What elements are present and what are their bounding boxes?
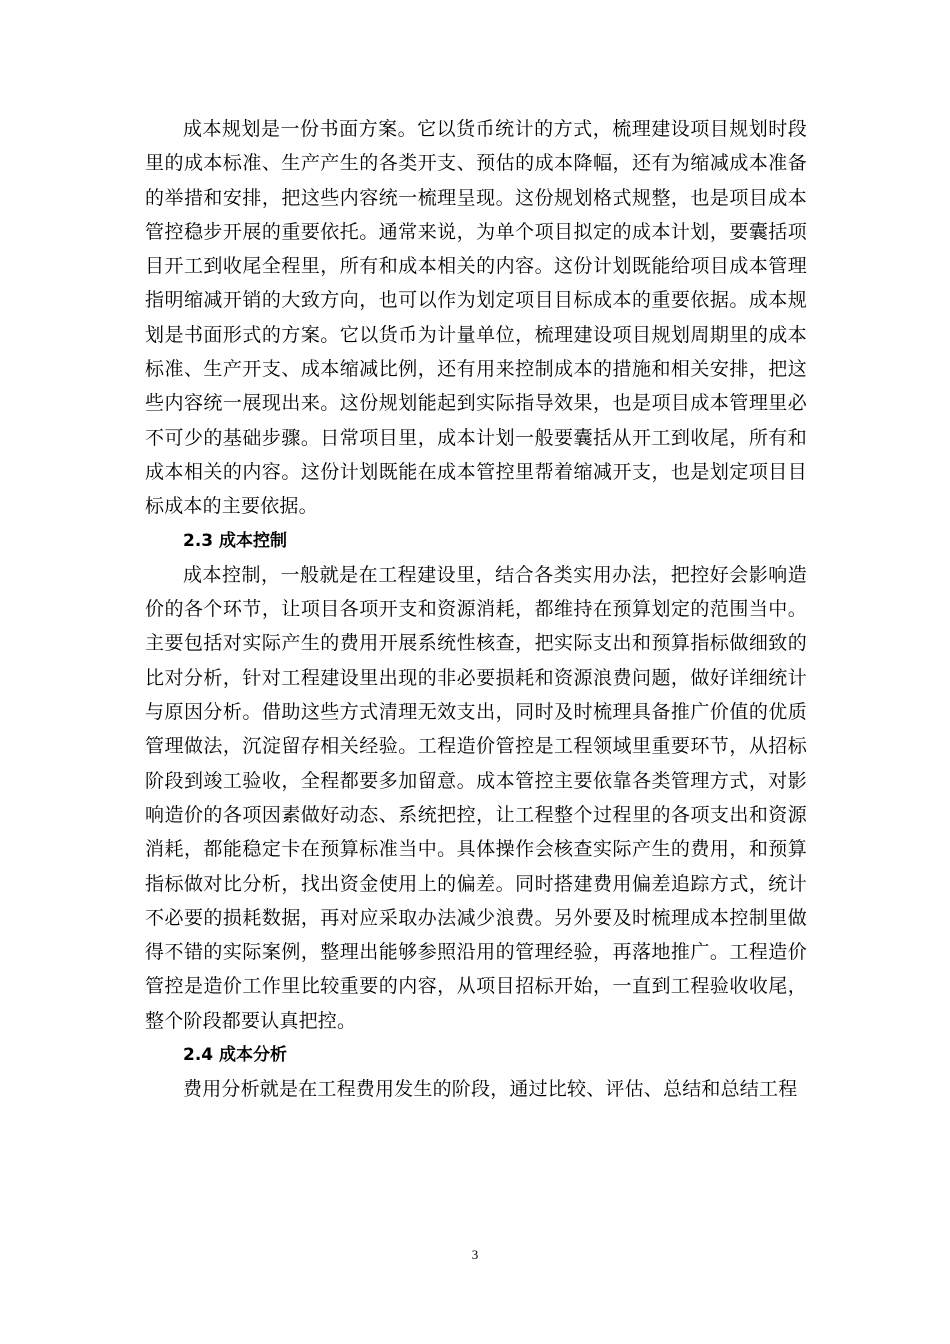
- paragraph-cost-control: 成本控制，一般就是在工程建设里，结合各类实用办法，把控好会影响造价的各个环节，让项目各项开支和资源消耗，都维持在预算划定的范围当中。主要包括对实际产生的费用开展系统性核查，把实际支出和预算指标做细致的比对分析，针对工程建设里出现的非必要损耗和资源浪费问题，做好详细统计与原因分析。借助这些方式清理无效支出，同时及时梳理具备推广价值的优质管理做法，沉淀留存相关经验。工程造价管控是工程领域里重要环节，从招标阶段到竣工验收，全程都要多加留意。成本管控主要依靠各类管理方式，对影响造价的各项因素做好动态、系统把控，让工程整个过程里的各项支出和资源消耗，都能稳定卡在预算标准当中。具体操作会核查实际产生的费用，和预算指标做对比分析，找出资金使用上的偏差。同时搭建费用偏差追踪方式，统计不必要的损耗数据，再对应采取办法减少浪费。另外要及时梳理成本控制里做得不错的实际案例，整理出能够参照沿用的管理经验，再落地推广。工程造价管控是造价工作里比较重要的内容，从项目招标开始，一直到工程验收收尾，整个阶段都要认真把控。: [145, 563, 807, 1032]
- paragraph-cost-analysis: 费用分析就是在工程费用发生的阶段，通过比较、评估、总结和总结工程: [183, 1078, 798, 1101]
- page-content: [145, 112, 807, 1107]
- heading-cost-analysis: 2.4 成本分析: [183, 1045, 288, 1066]
- heading-cost-control: 2.3 成本控制: [183, 530, 288, 551]
- paragraph-cost-planning: 成本规划是一份书面方案。它以货币统计的方式，梳理建设项目规划时段里的成本标准、生产产生的各类开支、预估的成本降幅，还有为缩减成本准备的举措和安排，把这些内容统一梳理呈现。这份规划格式规整，也是项目成本管控稳步开展的重要依托。通常来说，为单个项目拟定的成本计划，要囊括项目开工到收尾全程里，所有和成本相关的内容。这份计划既能给项目成本管理指明缩减开销的大致方向，也可以作为划定项目目标成本的重要依据。成本规划是书面形式的方案。它以货币为计量单位，梳理建设项目规划周期里的成本标准、生产开支、成本缩减比例，还有用来控制成本的措施和相关安排，把这些内容统一展现出来。这份规划能起到实际指导效果，也是项目成本管理里必不可少的基础步骤。日常项目里，成本计划一般要囊括从开工到收尾，所有和成本相关的内容。这份计划既能在成本管控里帮着缩减开支，也是划定项目目标成本的主要依据。: [145, 118, 807, 518]
- page-number: 3: [471, 1247, 479, 1262]
